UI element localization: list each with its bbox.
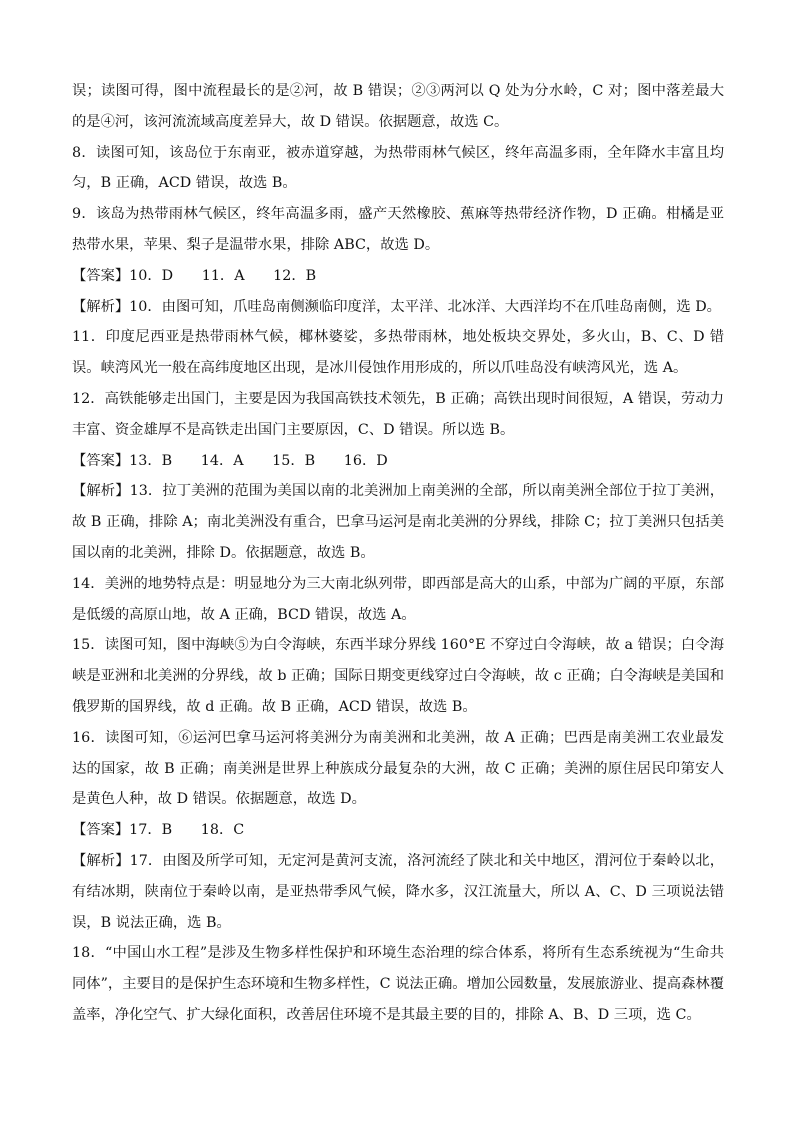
paragraph-q9: 9．该岛为热带雨林气候区，终年高温多雨，盛产天然橡胶、蕉麻等热带经济作物，D 正确。柑橘是亚热带水果，苹果、梨子是温带水果，排除 ABC，故选 D。 <box>72 206 724 253</box>
answer-line-13-16: 【答案】13．B 14．A 15．B 16．D <box>72 452 388 469</box>
paragraph-q17: 【解析】17．由图及所学可知，无定河是黄河支流，洛河流经了陕北和关中地区，渭河位于秦岭以北，有结冰期，陕南位于秦岭以南，是亚热带季风气候，降水多，汉江流量大，所以 A、C、D 三项说法错误，B 说法正确，选 B。 <box>72 852 724 931</box>
answer-line-17-18: 【答案】17．B 18．C <box>72 822 245 839</box>
paragraph-q13: 【解析】13．拉丁美洲的范围为美国以南的北美洲加上南美洲的全部，所以南美洲全部位于拉丁美洲，故 B 正确，排除 A；南北美洲没有重合，巴拿马运河是南北美洲的分界线，排除 C；拉丁美洲只包括美国以南的北美洲，排除 D。依据题意，故选 B。 <box>72 483 724 561</box>
paragraph-q14: 14．美洲的地势特点是：明显地分为三大南北纵列带，即西部是高大的山系，中部为广阔的平原，东部是低缓的高原山地，故 A 正确，BCD 错误，故选 A。 <box>72 575 724 623</box>
paragraph-q18: 18．“中国山水工程”是涉及生物多样性保护和环境生态治理的综合体系，将所有生态系统视为“生命共同体”，主要目的是保护生态环境和生物多样性，C 说法正确。增加公园数量，发展旅游业、提高森林覆盖率，净化空气、扩大绿化面积，改善居住环境不是其最主要的目的，排除 A、B、D 三项，选 C。 <box>72 945 724 1023</box>
paragraph-q12: 12．高铁能够走出国门，主要是因为我国高铁技术领先，B 正确；高铁出现时间很短，A 错误，劳动力丰富、资金雄厚不是高铁走出国门主要原因，C、D 错误。所以选 B。 <box>72 390 724 438</box>
paragraph-q7-continued: 误；读图可得，图中流程最长的是②河，故 B 错误；②③两河以 Q 处为分水岭，C 对；图中落差最大的是④河，该河流流域高度差异大，故 D 错误。依据题意，故选 C。 <box>72 83 724 130</box>
paragraph-q15: 15．读图可知，图中海峡⑤为白令海峡，东西半球分界线 160°E 不穿过白令海峡，故 a 错误；白令海峡是亚洲和北美洲的分界线，故 b 正确；国际日期变更线穿过白令海峡，故 c 正确；白令海峡是美国和俄罗斯的国界线，故 d 正确。故 B 正确，ACD 错误，故选 B。 <box>72 637 724 715</box>
paragraph-q10: 【解析】10．由图可知，爪哇岛南侧濒临印度洋，太平洋、北冰洋、大西洋均不在爪哇岛南侧，选 D。 <box>72 298 721 315</box>
answer-line-10-12: 【答案】10．D 11．A 12．B <box>72 267 317 284</box>
paragraph-q11: 11．印度尼西亚是热带雨林气候，椰林婆娑，多热带雨林，地处板块交界处，多火山，B、C、D 错误。峡湾风光一般在高纬度地区出现，是冰川侵蚀作用形成的，所以爪哇岛没有峡湾风光，选 A。 <box>72 329 724 377</box>
document-page <box>72 76 724 1031</box>
paragraph-q16: 16．读图可知，⑥运河巴拿马运河将美洲分为南美洲和北美洲，故 A 正确；巴西是南美洲工农业最发达的国家，故 B 正确；南美洲是世界上种族成分最复杂的大洲，故 C 正确；美洲的原住居民印第安人是黄色人种，故 D 错误。依据题意，故选 D。 <box>72 729 724 808</box>
paragraph-q8: 8．读图可知，该岛位于东南亚，被赤道穿越，为热带雨林气候区，终年高温多雨，全年降水丰富且均匀，B 正确，ACD 错误，故选 B。 <box>72 144 724 192</box>
